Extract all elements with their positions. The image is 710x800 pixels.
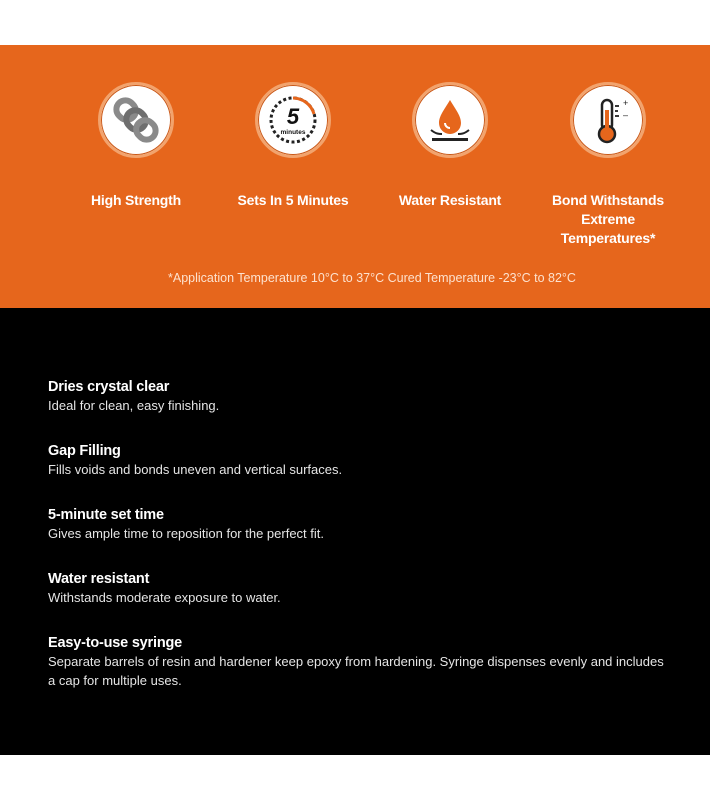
- benefit-title: Gap Filling: [48, 443, 121, 459]
- benefit-title: Easy-to-use syringe: [48, 635, 182, 651]
- benefit-title: Dries crystal clear: [48, 379, 170, 395]
- timer-number: 5: [286, 104, 300, 129]
- feature-sets-in-5-minutes: [218, 82, 368, 210]
- feature-high-strength: [61, 82, 211, 210]
- benefit-desc: Gives ample time to reposition for the perfect fit.: [48, 526, 325, 541]
- benefit-desc: Withstands moderate exposure to water.: [48, 590, 281, 605]
- feature-label: Sets In 5 Minutes: [237, 192, 349, 208]
- chain-icon: [98, 82, 174, 158]
- feature-label: Bond Withstands Extreme Temperatures*: [552, 192, 664, 246]
- benefit-title: 5-minute set time: [48, 507, 164, 523]
- svg-text:–: –: [623, 110, 629, 120]
- benefit-item: [48, 634, 668, 690]
- water-drop-icon: [412, 82, 488, 158]
- temperature-footnote: *Application Temperature 10°C to 37°C Cured Temperature -23°C to 82°C: [168, 271, 576, 285]
- benefit-item: [48, 442, 668, 479]
- benefit-desc: Fills voids and bonds uneven and vertical surfaces.: [48, 462, 343, 477]
- feature-label: Water Resistant: [398, 192, 502, 208]
- feature-extreme-temperatures: [533, 82, 683, 248]
- benefit-item: [48, 378, 668, 415]
- svg-text:+: +: [623, 98, 629, 108]
- feature-water-resistant: [375, 82, 525, 210]
- thermometer-icon: [570, 82, 646, 158]
- benefit-desc: Ideal for clean, easy finishing.: [48, 398, 220, 413]
- benefit-desc: Separate barrels of resin and hardener keep epoxy from hardening. Syringe dispenses evenly and includes a cap for multiple uses.: [48, 654, 664, 688]
- timer-unit: minutes: [280, 129, 306, 136]
- feature-label: High Strength: [91, 192, 181, 208]
- benefit-item: [48, 570, 668, 607]
- benefit-item: [48, 506, 668, 543]
- timer-icon: [255, 82, 331, 158]
- benefit-title: Water resistant: [48, 571, 150, 587]
